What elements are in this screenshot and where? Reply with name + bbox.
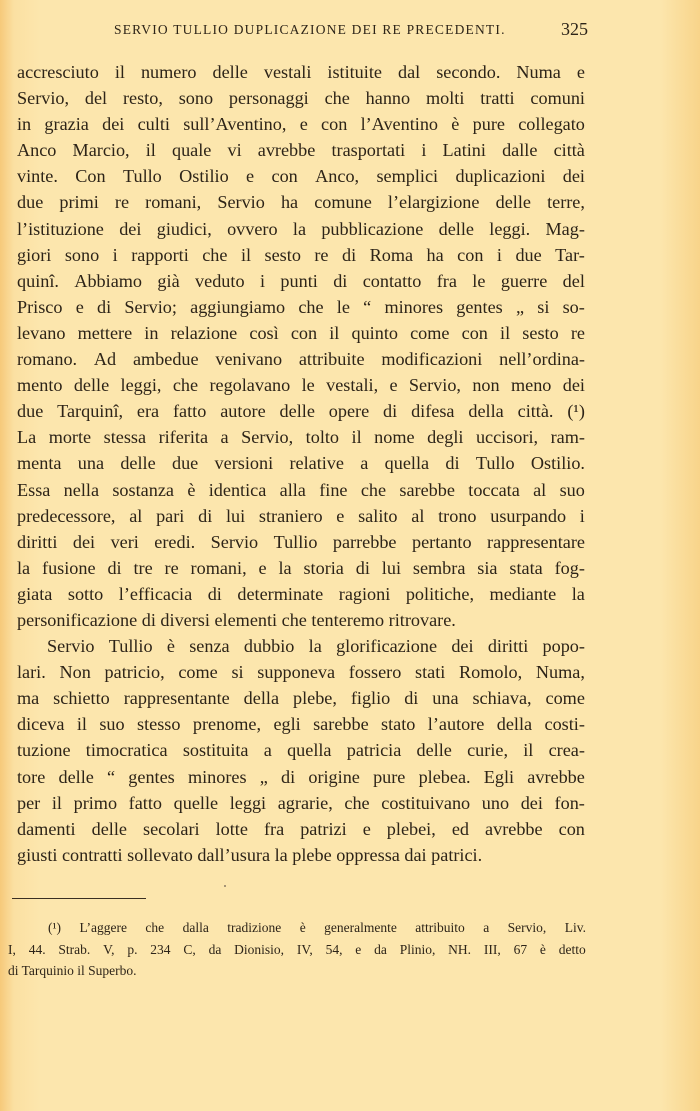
text-line: lari. Non patricio, come si supponeva fossero stati Romolo, Numa, xyxy=(17,662,585,683)
footnote-divider xyxy=(12,898,146,899)
text-line: vinte. Con Tullo Ostilio e con Anco, semplici duplicazioni dei xyxy=(17,166,585,187)
text-line: due Tarquinî, era fatto autore delle opere di difesa della città. (¹) xyxy=(17,401,585,422)
footnote-line: (¹) L’aggere che dalla tradizione è generalmente attribuito a Servio, Liv. xyxy=(48,920,586,935)
text-line: la fusione di tre re romani, e la storia di lui sembra sia stata fog- xyxy=(17,557,585,578)
text-line: mento delle leggi, che regolavano le vestali, e Servio, non meno dei xyxy=(17,375,585,396)
text-line: Prisco e di Servio; aggiungiamo che le “ minores gentes „ si so- xyxy=(17,296,585,317)
text-line: in grazia dei culti sull’Aventino, e con l’Aventino è pure collegato xyxy=(17,114,585,135)
text-line: Anco Marcio, il quale vi avrebbe trasportati i Latini dalle città xyxy=(17,140,585,161)
footnote-line: di Tarquinio il Superbo. xyxy=(8,963,137,978)
running-header xyxy=(0,19,700,44)
text-line: damenti delle secolari lotte fra patrizi e plebei, ed avrebbe con xyxy=(17,818,585,839)
text-line: diceva il suo stesso prenome, egli sarebbe stato l’autore della costi- xyxy=(17,714,585,735)
main-text xyxy=(17,59,585,868)
page-number: 325 xyxy=(561,19,588,39)
text-line: ma schietto rappresentante della plebe, figlio di una schiava, come xyxy=(17,688,585,709)
text-line: giori sono i rapporti che il sesto re di Roma ha con i due Tar- xyxy=(17,244,585,265)
text-line: tuzione timocratica sostituita a quella patricia delle curie, il crea- xyxy=(17,740,585,761)
text-line: per il primo fatto quelle leggi agrarie, che costituivano uno dei fon- xyxy=(17,792,585,813)
text-line: menta una delle due versioni relative a quella di Tullo Ostilio. xyxy=(17,453,585,474)
text-line: romano. Ad ambedue venivano attribuite modificazioni nell’ordina- xyxy=(17,349,585,370)
text-line: Servio Tullio è senza dubbio la glorificazione dei diritti popo- xyxy=(47,636,585,657)
text-line: due primi re romani, Servio ha comune l’elargizione delle terre, xyxy=(17,192,585,213)
text-line: personificazione di diversi elementi che tenteremo ritrovare. xyxy=(17,609,456,630)
running-title: SERVIO TULLIO DUPLICAZIONE DEI RE PRECEDENTI. xyxy=(114,22,506,37)
text-line: Essa nella sostanza è identica alla fine che sarebbe toccata al suo xyxy=(17,479,585,500)
ink-speck xyxy=(224,885,226,887)
text-line: predecessore, al pari di lui straniero e salito al trono usurpando i xyxy=(17,505,585,526)
text-line: La morte stessa riferita a Servio, tolto il nome degli uccisori, ram- xyxy=(17,427,585,448)
footnote-line: I, 44. Strab. V, p. 234 C, da Dionisio, IV, 54, e da Plinio, NH. III, 67 è detto xyxy=(8,941,586,957)
text-line: Servio, del resto, sono personaggi che hanno molti tratti comuni xyxy=(17,88,585,109)
text-line: levano mettere in relazione così con il quinto come con il sesto re xyxy=(17,322,585,343)
text-line: giusti contratti sollevato dall’usura la plebe oppressa dai patrici. xyxy=(17,844,483,865)
text-line: diritti dei veri eredi. Servio Tullio parrebbe pertanto rappresentare xyxy=(17,531,585,552)
text-line: accresciuto il numero delle vestali istituite dal secondo. Numa e xyxy=(17,62,585,82)
text-line: quinî. Abbiamo già veduto i punti di contatto fra le guerre del xyxy=(17,270,585,291)
text-line: l’istituzione dei giudici, ovvero la pubblicazione delle leggi. Mag- xyxy=(17,218,585,239)
footnote xyxy=(8,917,586,982)
text-line: tore delle “ gentes minores „ di origine pure plebea. Egli avrebbe xyxy=(17,766,585,787)
text-line: giata sotto l’efficacia di determinate ragioni politiche, mediante la xyxy=(17,583,585,604)
